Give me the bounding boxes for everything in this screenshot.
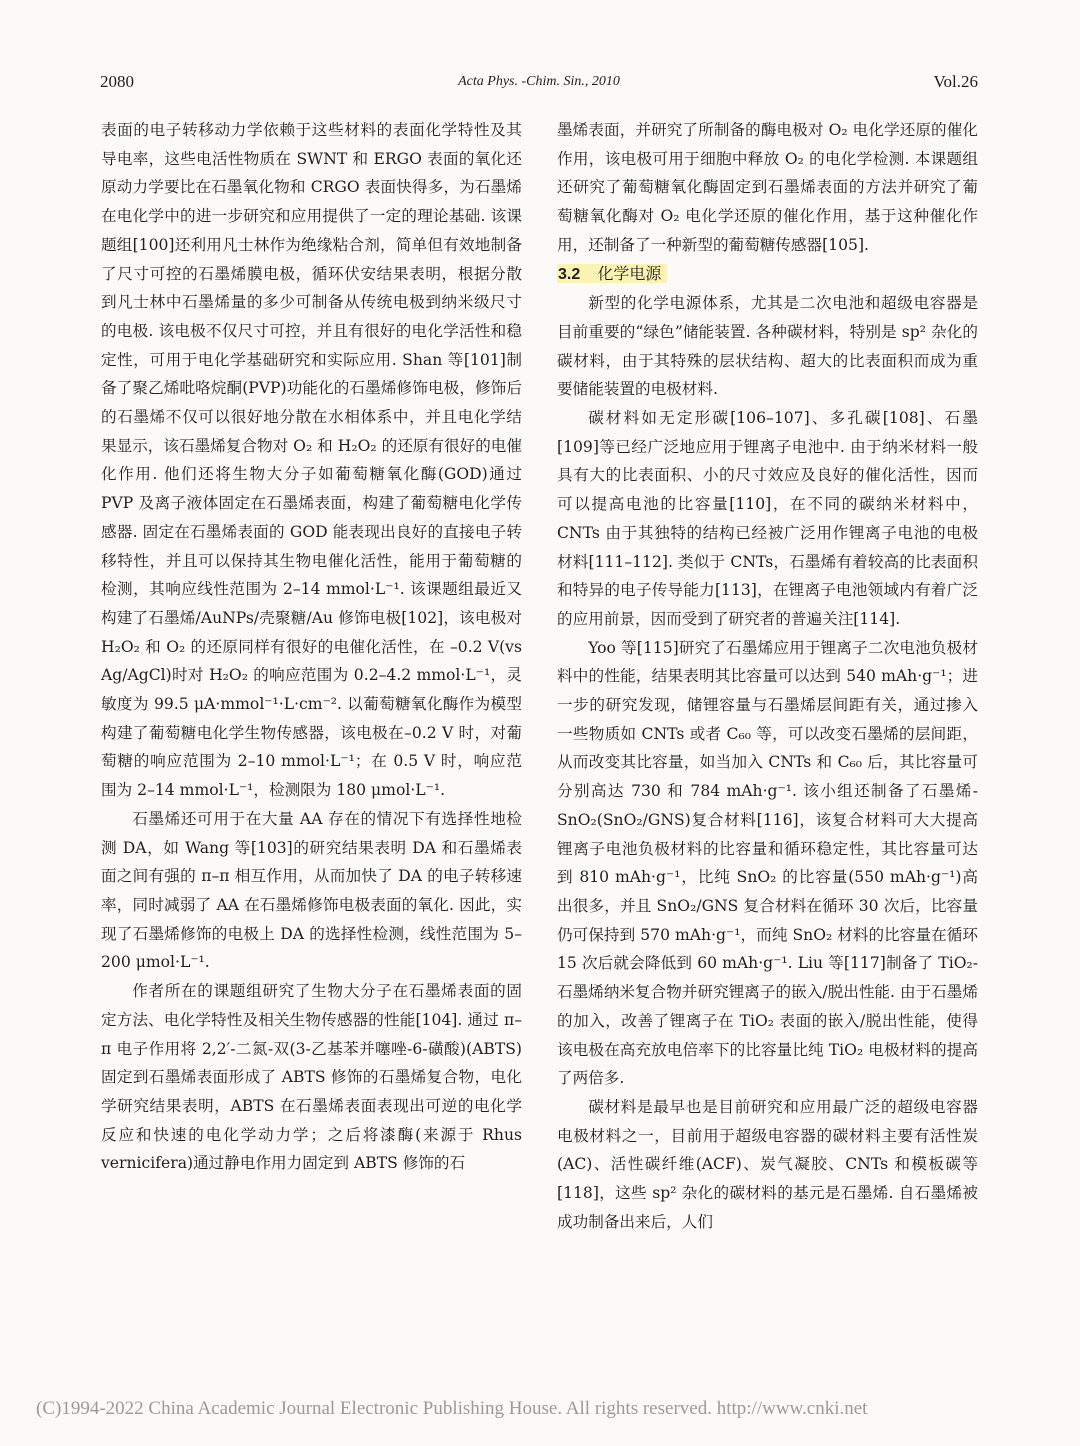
page-header bbox=[100, 72, 978, 98]
volume-label: Vol.26 bbox=[933, 72, 978, 91]
page-number: 2080 bbox=[100, 72, 134, 91]
left-paragraph-2: 石墨烯还可用于在大量 AA 存在的情况下有选择性地检测 DA，如 Wang 等[103]的研究结果表明 DA 和石墨烯表面之间有强的 π–π 相互作用，从而加快了 DA 的电子转移速率，同时减弱了 AA 在石墨烯修饰电极表面的氧化. 因此，实现了石墨烯修饰的电极上 DA 的选择性检测，线性范围为 5–200 μmol·L⁻¹. bbox=[101, 809, 522, 972]
section-title: 化学电源 bbox=[597, 263, 662, 283]
journal-name: Acta Phys. -Chim. Sin., 2010 bbox=[458, 74, 620, 89]
right-paragraph-1: 墨烯表面，并研究了所制备的酶电极对 O₂ 电化学还原的催化作用，该电极可用于细胞中释放 O₂ 的电化学检测. 本课题组还研究了葡萄糖氧化酶固定到石墨烯表面的方法并研究了葡萄糖氧化酶对 O₂ 电化学还原的催化作用，基于这种催化作用，还制备了一种新型的葡萄糖传感器[105]. bbox=[557, 121, 978, 254]
left-paragraph-1: 表面的电子转移动力学依赖于这些材料的表面化学特性及其导电率，这些电活性物质在 SWNT 和 ERGO 表面的氧化还原动力学要比在石墨氧化物和 CRGO 表面快得多，为石墨烯在电化学中的进一步研究和应用提供了一定的理论基础. 该课题组[100]还利用凡士林作为绝缘粘合剂，简单但有效地制备了尺寸可控的石墨烯膜电极，循环伏安结果表明，根据分散到凡士林中石墨烯量的多少可制备从传统电极到纳米级尺寸的电极. 该电极不仅尺寸可控，并且有很好的电化学活性和稳定性，可用于电化学基础研究和实际应用. Shan 等[101]制备了聚乙烯吡咯烷酮(PVP)功能化的石墨烯修饰电极，修饰后的石墨烯不仅可以很好地分散在水相体系中，并且电化学结果显示，该石墨烯复合物对 O₂ 和 H₂O₂ 的还原有很好的电催化作用. 他们还将生物大分子如葡萄糖氧化酶(GOD)通过 PVP 及离子液体固定在石墨烯表面，构建了葡萄糖电化学传感器. 固定在石墨烯表面的 GOD 能表现出良好的直接电子转移特性，并且可以保持其生物电催化活性，能用于葡萄糖的检测，其响应线性范围为 2–14 mmol·L⁻¹. 该课题组最近又构建了石墨烯/AuNPs/壳聚糖/Au 修饰电极[102]，该电极对 H₂O₂ 和 O₂ 的还原同样有很好的电催化活性，在 –0.2 V(vs Ag/AgCl)时对 H₂O₂ 的响应范围为 0.2–4.2 mmol·L⁻¹，灵敏度为 99.5 μA·mmol⁻¹·L·cm⁻². 以葡萄糖氧化酶作为模型构建了葡萄糖电化学生物传感器，该电极在–0.2 V 时，对葡萄糖的响应范围为 2–10 mmol·L⁻¹；在 0.5 V 时，响应范围为 2–14 mmol·L⁻¹，检测限为 180 μmol·L⁻¹. bbox=[101, 121, 522, 800]
section-number: 3.2 bbox=[558, 265, 581, 283]
section-highlight bbox=[557, 264, 667, 283]
left-column bbox=[101, 116, 522, 1178]
right-column bbox=[557, 116, 978, 1236]
right-paragraph-4: Yoo 等[115]研究了石墨烯应用于锂离子二次电池负极材料中的性能，结果表明其比容量可以达到 540 mAh·g⁻¹；进一步的研究发现，储锂容量与石墨烯层间距有关，通过掺入一些物质如 CNTs 或者 C₆₀ 等，可以改变石墨烯的层间距，从而改变其比容量，如当加入 CNTs 和 C₆₀ 后，其比容量可分别高达 730 和 784 mAh·g⁻¹. 该小组还制备了石墨烯-SnO₂(SnO₂/GNS)复合材料[116]，该复合材料可大大提高锂离子电池负极材料的比容量和循环稳定性，其比容量可达到 810 mAh·g⁻¹，比纯 SnO₂ 的比容量(550 mAh·g⁻¹)高出很多，并且 SnO₂/GNS 复合材料在循环 30 次后，比容量仍可保持到 570 mAh·g⁻¹，而纯 SnO₂ 材料的比容量在循环 15 次后就会降低到 60 mAh·g⁻¹. Liu 等[117]制备了 TiO₂-石墨烯纳米复合物并研究锂离子的嵌入/脱出性能. 由于石墨烯的加入，改善了锂离子在 TiO₂ 表面的嵌入/脱出性能，使得该电极在高充放电倍率下的比容量比纯 TiO₂ 电极材料的提高了两倍多. bbox=[557, 638, 978, 1088]
right-paragraph-2: 新型的化学电源体系，尤其是二次电池和超级电容器是目前重要的“绿色”储能装置. 各种碳材料，特别是 sp² 杂化的碳材料，由于其特殊的层状结构、超大的比表面积而成为重要储能装置的电极材料. bbox=[557, 294, 978, 399]
right-paragraph-3: 碳材料如无定形碳[106–107]、多孔碳[108]、石墨[109]等已经广泛地应用于锂离子电池中. 由于纳米材料一般具有大的比表面积、小的尺寸效应及良好的催化活性，因而可以提高电池的比容量[110]，在不同的碳纳米材料中，CNTs 由于其独特的结构已经被广泛用作锂离子电池的电极材料[111–112]. 类似于 CNTs，石墨烯有着较高的比表面积和特异的电子传导能力[113]，在锂离子电池领域内有着广泛的应用前景，因而受到了研究者的普遍关注[114]. bbox=[557, 409, 978, 628]
left-paragraph-3: 作者所在的课题组研究了生物大分子在石墨烯表面的固定方法、电化学特性及相关生物传感器的性能[104]. 通过 π–π 电子作用将 2,2′-二氮-双(3-乙基苯并噻唑-6-磺酸)(ABTS)固定到石墨烯表面形成了 ABTS 修饰的石墨烯复合物，电化学研究结果表明，ABTS 在石墨烯表面表现出可逆的电化学反应和快速的电化学动力学；之后将漆酶(来源于 Rhus vernicifera)通过静电作用力固定到 ABTS 修饰的石 bbox=[101, 982, 522, 1173]
copyright-footer: (C)1994-2022 China Academic Journal Electronic Publishing House. All rights reserved. http://www.cnki.net bbox=[36, 1398, 868, 1419]
right-paragraph-5: 碳材料是最早也是目前研究和应用最广泛的超级电容器电极材料之一，目前用于超级电容器的碳材料主要有活性炭(AC)、活性碳纤维(ACF)、炭气凝胶、CNTs 和模板碳等[118]，这些 sp² 杂化的碳材料的基元是石墨烯. 自石墨烯被成功制备出来后，人们 bbox=[557, 1097, 978, 1231]
section-heading bbox=[557, 260, 978, 290]
